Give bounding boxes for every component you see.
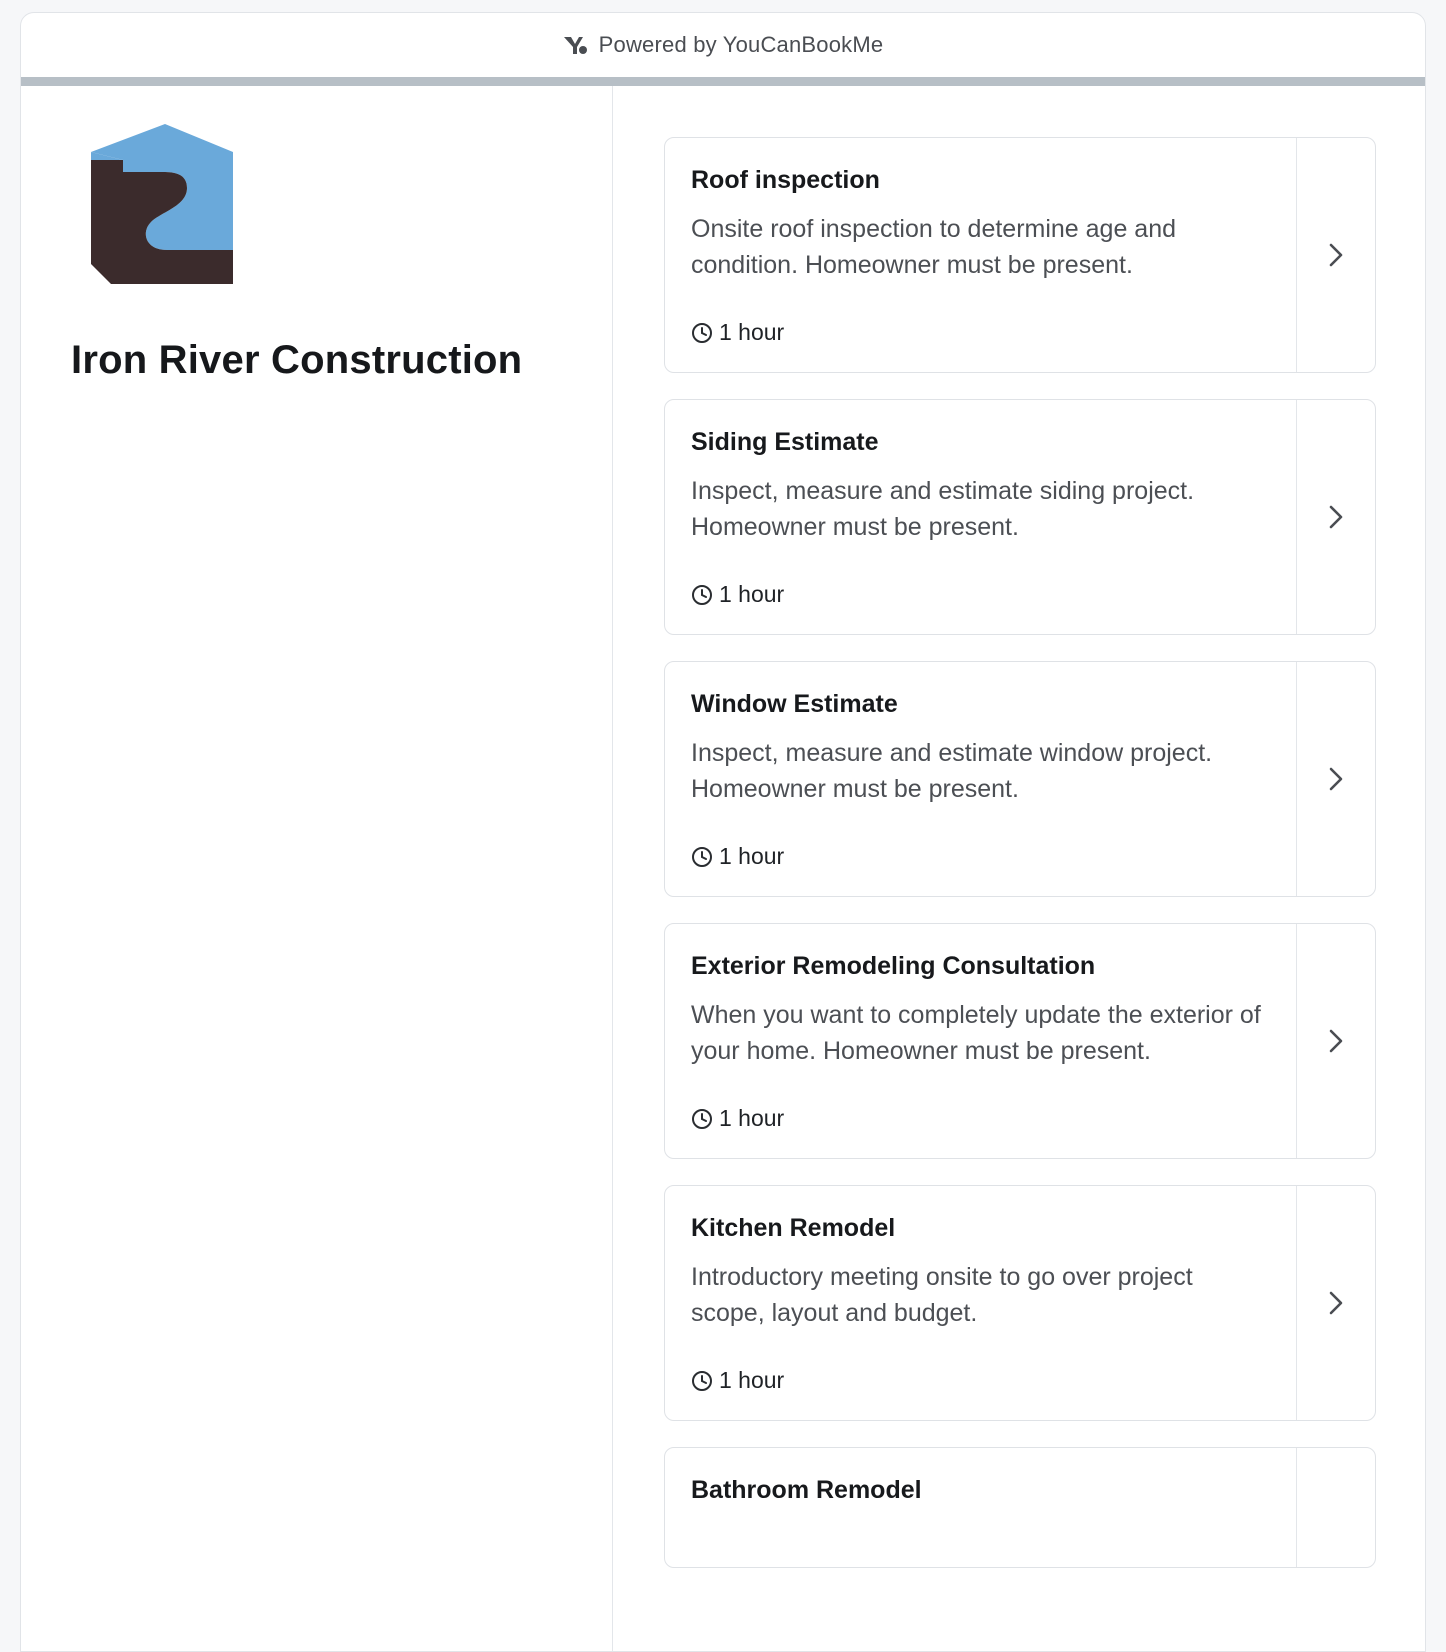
booking-page-frame — [20, 12, 1426, 1652]
service-card-body — [665, 924, 1297, 1158]
clock-icon — [691, 1108, 713, 1130]
service-card[interactable] — [664, 399, 1376, 635]
service-description: Onsite roof inspection to determine age and condition. Homeowner must be present. — [691, 215, 1177, 279]
select-service-button[interactable] — [1297, 138, 1375, 372]
duration-text: 1 hour — [719, 319, 785, 345]
service-list — [613, 86, 1425, 1652]
service-title: Roof inspection — [691, 166, 880, 194]
accent-bar — [21, 77, 1425, 86]
clock-icon — [691, 1370, 713, 1392]
select-service-button[interactable] — [1297, 924, 1375, 1158]
select-service-button[interactable] — [1297, 662, 1375, 896]
service-duration — [691, 1367, 1270, 1394]
chevron-right-icon — [1328, 1028, 1344, 1054]
service-card-body — [665, 1448, 1297, 1567]
powered-by-banner[interactable] — [21, 13, 1425, 77]
select-service-button[interactable] — [1297, 1448, 1375, 1567]
service-duration — [691, 581, 1270, 608]
service-description: Introductory meeting onsite to go over project scope, layout and budget. — [691, 1263, 1193, 1327]
select-service-button[interactable] — [1297, 400, 1375, 634]
powered-by-text: Powered by YouCanBookMe — [598, 32, 884, 57]
service-card[interactable] — [664, 137, 1376, 373]
company-panel — [21, 86, 613, 1652]
chevron-right-icon — [1328, 1290, 1344, 1316]
service-title: Kitchen Remodel — [691, 1214, 896, 1242]
service-title: Exterior Remodeling Consultation — [691, 952, 1096, 980]
clock-icon — [691, 322, 713, 344]
iron-river-logo — [91, 124, 241, 290]
service-card[interactable] — [664, 1447, 1376, 1568]
service-card[interactable] — [664, 661, 1376, 897]
service-title: Siding Estimate — [691, 428, 879, 456]
select-service-button[interactable] — [1297, 1186, 1375, 1420]
service-card-body — [665, 138, 1297, 372]
service-card-body — [665, 400, 1297, 634]
duration-text: 1 hour — [719, 1367, 785, 1393]
duration-text: 1 hour — [719, 843, 785, 869]
duration-text: 1 hour — [719, 581, 785, 607]
chevron-right-icon — [1328, 242, 1344, 268]
chevron-right-icon — [1328, 504, 1344, 530]
service-card-body — [665, 662, 1297, 896]
service-description: Inspect, measure and estimate siding project. Homeowner must be present. — [691, 477, 1195, 541]
service-duration — [691, 1105, 1270, 1132]
company-name: Iron River Construction — [71, 338, 523, 382]
service-title: Window Estimate — [691, 690, 898, 718]
service-duration — [691, 843, 1270, 870]
chevron-right-icon — [1328, 766, 1344, 792]
service-card[interactable] — [664, 1185, 1376, 1421]
youcanbookme-logo-icon — [563, 34, 589, 56]
duration-text: 1 hour — [719, 1105, 785, 1131]
service-card-body — [665, 1186, 1297, 1420]
service-duration — [691, 319, 1270, 346]
clock-icon — [691, 584, 713, 606]
service-description: Inspect, measure and estimate window project. Homeowner must be present. — [691, 739, 1213, 803]
service-description: When you want to completely update the exterior of your home. Homeowner must be present. — [691, 1001, 1261, 1065]
service-title: Bathroom Remodel — [691, 1476, 922, 1504]
clock-icon — [691, 846, 713, 868]
service-card[interactable] — [664, 923, 1376, 1159]
main-content — [21, 86, 1425, 1652]
